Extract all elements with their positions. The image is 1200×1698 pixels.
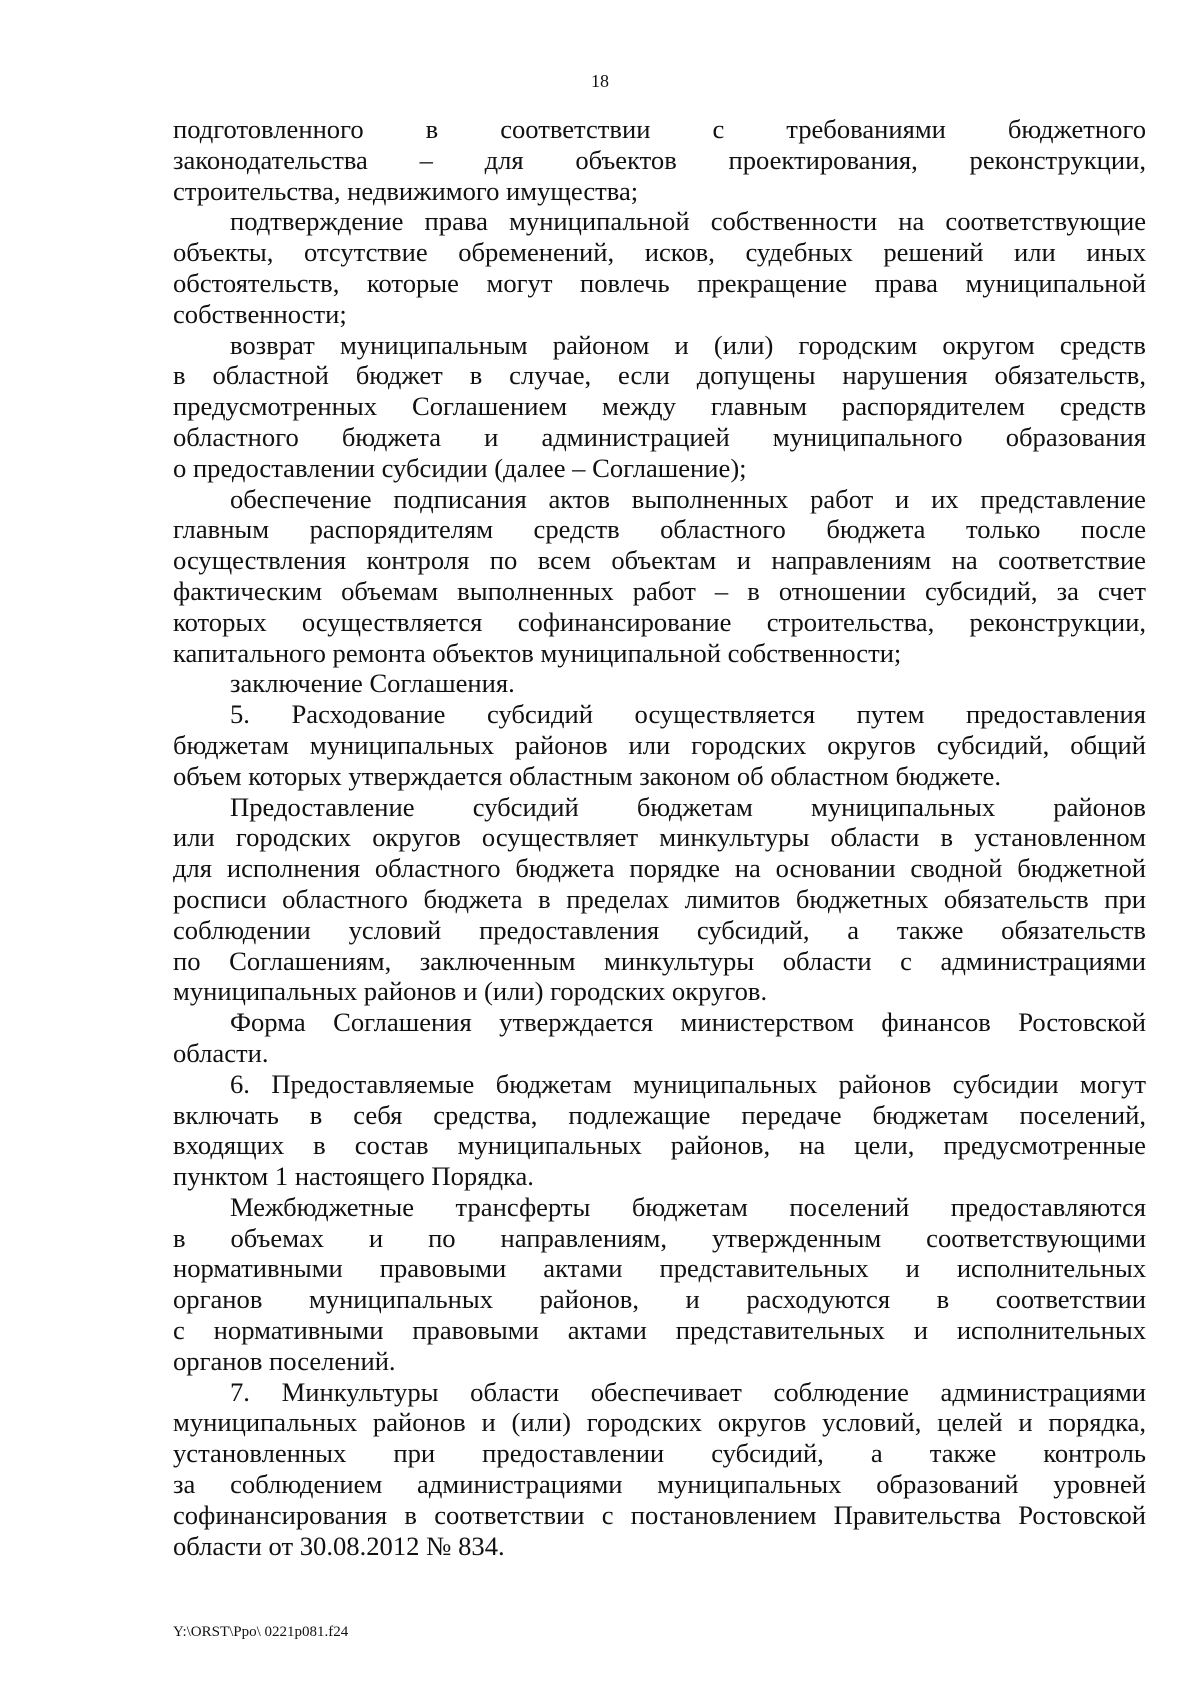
text-line: в областной бюджет в случае, если допущены нарушения обязательств,: [173, 360, 1146, 391]
paragraph: [173, 330, 1146, 484]
text-line: бюджетам муниципальных районов или городских округов субсидий, общий: [173, 729, 1146, 760]
text-line: органов муниципальных районов, и расходуются в соответствии: [173, 1284, 1146, 1315]
text-line: муниципальных районов и (или) городских округов условий, целей и порядка,: [173, 1407, 1146, 1438]
text-line: строительства, недвижимого имущества;: [173, 175, 639, 206]
text-line: собственности;: [173, 298, 347, 329]
text-line: областного бюджета и администрацией муниципального образования: [173, 421, 1146, 452]
text-line: осуществления контроля по всем объектам и направлениям на соответствие: [173, 545, 1146, 576]
paragraph: [173, 114, 1146, 206]
text-line: предусмотренных Соглашением между главным распорядителем средств: [173, 391, 1146, 422]
paragraph: [173, 1192, 1146, 1377]
paragraph: [173, 206, 1146, 329]
paragraph: [173, 484, 1146, 669]
text-line: по Соглашениям, заключенным минкультуры области с администрациями: [173, 945, 1146, 976]
text-line: для исполнения областного бюджета порядке на основании сводной бюджетной: [173, 853, 1146, 884]
text-line: объем которых утверждается областным законом об областном бюджете.: [173, 760, 1001, 791]
text-line: органов поселений.: [173, 1345, 396, 1376]
text-line: заключение Соглашения.: [230, 668, 515, 699]
text-line: в объемах и по направлениям, утвержденным соответствующими: [173, 1222, 1146, 1253]
text-line: области.: [173, 1037, 269, 1068]
text-line: обеспечение подписания актов выполненных работ и их представление: [230, 483, 1146, 514]
paragraph: [173, 792, 1146, 1008]
document-body: [173, 114, 1146, 1561]
paragraph: [173, 1377, 1146, 1562]
text-line: пунктом 1 настоящего Порядка.: [173, 1161, 534, 1192]
text-line: возврат муниципальным районом и (или) городским округом средств: [230, 329, 1146, 360]
text-line: о предоставлении субсидии (далее – Соглашение);: [173, 452, 747, 483]
text-line: 5. Расходование субсидий осуществляется путем предоставления: [230, 699, 1146, 730]
text-line: установленных при предоставлении субсидий, а также контроль: [173, 1438, 1146, 1469]
text-line: софинансирования в соответствии с постановлением Правительства Ростовской: [173, 1499, 1146, 1530]
text-line: фактическим объемам выполненных работ – в отношении субсидий, за счет: [173, 575, 1146, 606]
text-line: или городских округов осуществляет минкультуры области в установленном: [173, 822, 1146, 853]
text-line: подготовленного в соответствии с требованиями бюджетного: [173, 114, 1146, 144]
page-number: 18: [591, 71, 609, 91]
text-line: за соблюдением администрациями муниципальных образований уровней: [173, 1469, 1146, 1500]
paragraph: [173, 699, 1146, 791]
text-line: объекты, отсутствие обременений, исков, судебных решений или иных: [173, 237, 1146, 268]
text-line: Предоставление субсидий бюджетам муниципальных районов: [230, 791, 1146, 822]
text-line: 6. Предоставляемые бюджетам муниципальных районов субсидии могут: [230, 1068, 1146, 1099]
text-line: Форма Соглашения утверждается министерством финансов Ростовской: [230, 1007, 1146, 1038]
paragraph: [173, 668, 1146, 699]
text-line: обстоятельств, которые могут повлечь прекращение права муниципальной: [173, 267, 1146, 298]
text-line: области от 30.08.2012 № 834.: [173, 1530, 505, 1561]
text-line: главным распорядителям средств областного бюджета только после: [173, 514, 1146, 545]
text-line: муниципальных районов и (или) городских округов.: [173, 976, 768, 1007]
text-line: законодательства – для объектов проектирования, реконструкции,: [173, 144, 1146, 175]
text-line: 7. Минкультуры области обеспечивает соблюдение администрациями: [230, 1376, 1146, 1407]
text-line: включать в себя средства, подлежащие передаче бюджетам поселений,: [173, 1099, 1146, 1130]
text-line: входящих в состав муниципальных районов, на цели, предусмотренные: [173, 1130, 1146, 1161]
text-line: соблюдении условий предоставления субсидий, а также обязательств: [173, 914, 1146, 945]
text-line: подтверждение права муниципальной собственности на соответствующие: [230, 206, 1146, 237]
paragraph: [173, 1069, 1146, 1192]
text-line: капитального ремонта объектов муниципальной собственности;: [173, 637, 902, 668]
text-line: нормативными правовыми актами представительных и исполнительных: [173, 1253, 1146, 1284]
text-line: Межбюджетные трансферты бюджетам поселений предоставляются: [230, 1191, 1146, 1222]
text-line: росписи областного бюджета в пределах лимитов бюджетных обязательств при: [173, 883, 1146, 914]
paragraph: [173, 1007, 1146, 1069]
footer-file-path: Y:\ORST\Ppo\ 0221p081.f24: [173, 1624, 349, 1640]
text-line: которых осуществляется софинансирование строительства, реконструкции,: [173, 606, 1146, 637]
text-line: с нормативными правовыми актами представительных и исполнительных: [173, 1315, 1146, 1346]
